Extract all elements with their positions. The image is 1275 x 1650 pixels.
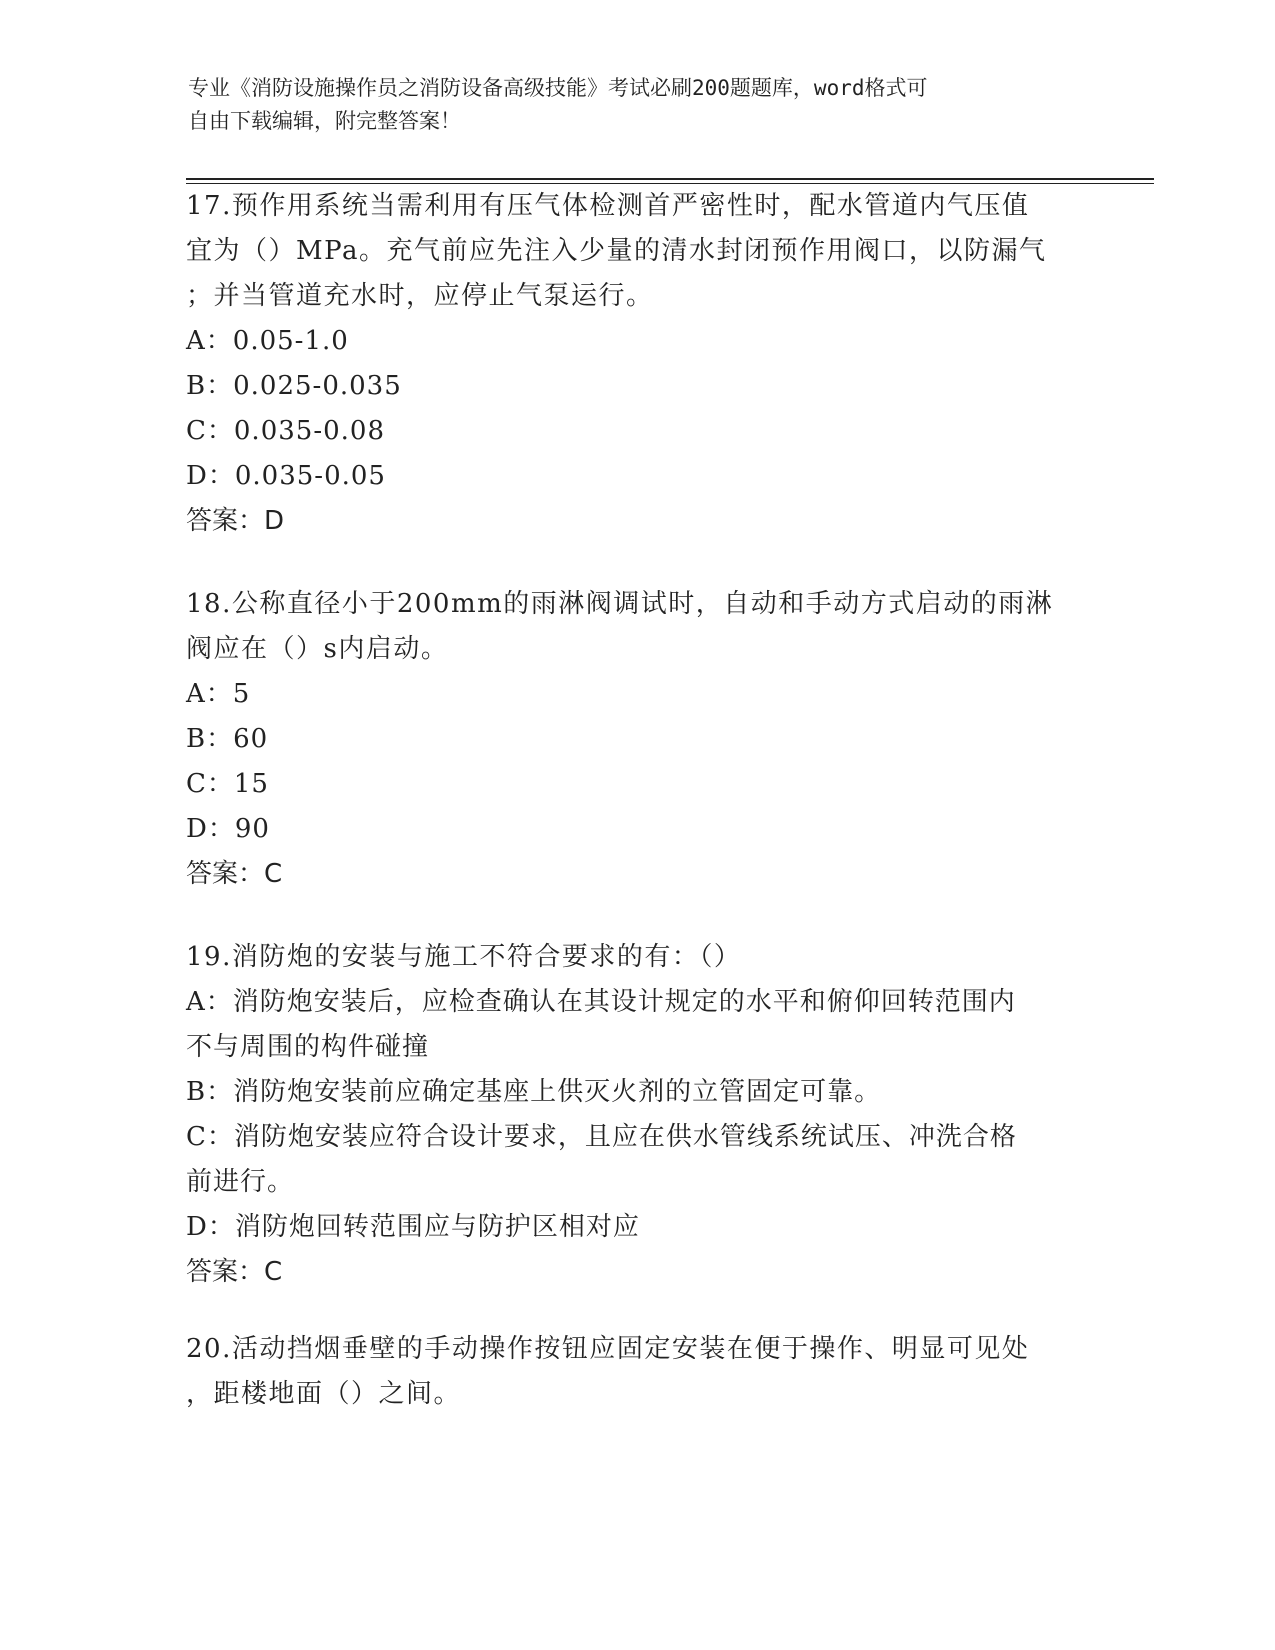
stem-line: 19.消防炮的安装与施工不符合要求的有：（） [186,942,742,972]
option-b [186,364,1086,409]
question-stem [186,582,1086,672]
stem-line: ；并当管道充水时，应停止气泵运行。 [186,281,654,311]
document-header [188,72,1068,138]
option-c [186,1115,1086,1205]
question-19 [186,935,1086,1295]
option-c [186,762,1086,807]
answer: 答案：D [186,506,285,536]
question-17 [186,184,1086,544]
option-line: D：90 [186,814,270,844]
option-line: B：0.025-0.035 [186,371,402,401]
option-line: D：0.035-0.05 [186,461,386,491]
question-18 [186,582,1086,897]
question-stem [186,1327,1086,1417]
answer: 答案：C [186,1257,283,1287]
option-line: 不与周围的构件碰撞 [186,1032,430,1062]
header-divider-thick [186,178,1154,180]
stem-line: ，距楼地面（）之间。 [186,1379,462,1409]
option-d [186,454,1086,499]
question-stem [186,184,1086,319]
option-line: B：消防炮安装前应确定基座上供灭火剂的立管固定可靠。 [186,1077,882,1107]
question-20 [186,1327,1086,1417]
option-line: A：消防炮安装后，应检查确认在其设计规定的水平和俯仰回转范围内 [186,987,1016,1017]
stem-line: 阀应在（）s内启动。 [186,634,449,664]
answer: 答案：C [186,859,283,889]
option-b [186,1070,1086,1115]
option-line: D：消防炮回转范围应与防护区相对应 [186,1212,640,1242]
question-stem [186,935,1086,980]
stem-line: 20.活动挡烟垂壁的手动操作按钮应固定安装在便于操作、明显可见处 [186,1334,1030,1364]
option-line: C：15 [186,769,269,799]
option-line: C：消防炮安装应符合设计要求，且应在供水管线系统试压、冲洗合格 [186,1122,1017,1152]
stem-line: 17.预作用系统当需利用有压气体检测首严密性时，配水管道内气压值 [186,191,1030,221]
header-line-2: 自由下载编辑，附完整答案！ [188,109,461,133]
option-line: A：0.05-1.0 [186,326,349,356]
stem-line: 18.公称直径小于200mm的雨淋阀调试时，自动和手动方式启动的雨淋 [186,589,1054,619]
stem-line: 宜为（）MPa。充气前应先注入少量的清水封闭预作用阀口，以防漏气 [186,236,1047,266]
option-c [186,409,1086,454]
option-a [186,980,1086,1070]
header-line-1: 专业《消防设施操作员之消防设备高级技能》考试必刷200题题库，word格式可 [188,76,928,100]
option-d [186,807,1086,852]
option-a [186,672,1086,717]
option-d [186,1205,1086,1250]
option-line: B：60 [186,724,269,754]
option-a [186,319,1086,364]
option-line: A：5 [186,679,251,709]
option-line: C：0.035-0.08 [186,416,386,446]
option-line: 前进行。 [186,1167,295,1197]
option-b [186,717,1086,762]
